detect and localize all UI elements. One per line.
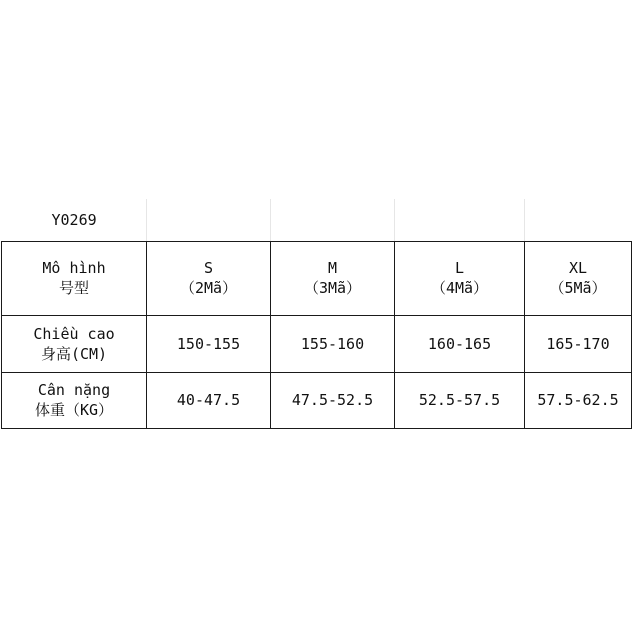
model-label-vi: Mô hình: [42, 259, 106, 277]
size-code: （2Mã）: [179, 279, 238, 297]
empty-cell: [147, 199, 271, 241]
height-row: [2, 315, 632, 372]
empty-cell: [395, 199, 525, 241]
empty-cell: [525, 199, 632, 241]
product-code: Y0269: [2, 199, 147, 241]
size-cell-xl: [525, 241, 632, 315]
weight-label-vi: Cân nặng: [37, 381, 111, 399]
weight-label: [2, 372, 147, 428]
empty-cell: [271, 199, 395, 241]
weight-value-m: 47.5-52.5: [271, 372, 395, 428]
size-code: （3Mã）: [303, 279, 362, 297]
size-name: S: [203, 259, 214, 277]
height-label-vi: Chiều cao: [33, 324, 115, 343]
size-cell-m: [271, 241, 395, 315]
weight-value-xl: 57.5-62.5: [525, 372, 632, 428]
size-name: M: [327, 259, 338, 277]
height-value-m: 155-160: [271, 315, 395, 372]
height-value-s: 150-155: [147, 315, 271, 372]
size-code: （4Mã）: [430, 279, 489, 297]
height-label: [2, 315, 147, 372]
size-cell-l: [395, 241, 525, 315]
size-code: （5Mã）: [549, 279, 607, 297]
size-name: L: [454, 259, 465, 277]
weight-value-s: 40-47.5: [147, 372, 271, 428]
weight-label-zh: 体重（KG）: [34, 401, 114, 419]
model-label: [2, 241, 147, 315]
size-chart-table: [1, 199, 632, 429]
size-cell-s: [147, 241, 271, 315]
height-label-zh: 身高(CM): [40, 344, 108, 363]
model-label-zh: 号型: [58, 279, 89, 297]
height-value-l: 160-165: [395, 315, 525, 372]
weight-row: [2, 372, 632, 428]
model-row: [2, 241, 632, 315]
weight-value-l: 52.5-57.5: [395, 372, 525, 428]
size-name: XL: [568, 259, 588, 277]
product-code-row: [2, 199, 632, 241]
height-value-xl: 165-170: [525, 315, 632, 372]
